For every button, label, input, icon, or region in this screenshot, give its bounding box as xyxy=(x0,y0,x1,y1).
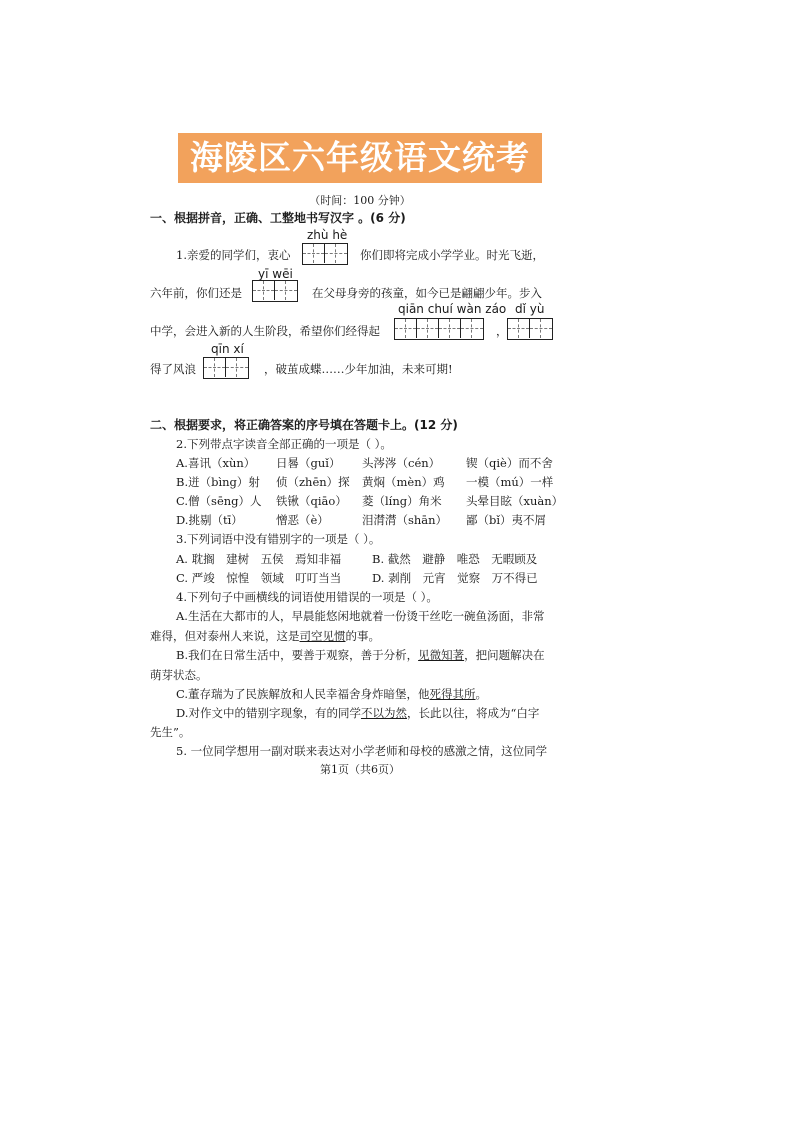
q2-option-b-3: 黄焖（mèn）鸡 xyxy=(362,475,445,489)
underlined-idiom-b: 见微知著 xyxy=(418,648,465,662)
q2-option-d-3: 泪潸潸（shān） xyxy=(362,513,448,527)
writing-box-yiwei[interactable] xyxy=(252,280,298,302)
q2-option-d-4: 鄙（bǐ）夷不屑 xyxy=(466,513,547,527)
s1-line1-a: 1.亲爱的同学们，衷心 xyxy=(176,248,291,262)
s1-line4-a: 得了风浪 xyxy=(150,362,196,376)
q4-a-line2: 难得，但对泰州人来说，这是司空见惯的事。 xyxy=(150,629,380,643)
exam-time: （时间：100 分钟） xyxy=(309,194,411,207)
q2-option-b-1: B.迸（bìng）射 xyxy=(176,475,260,489)
s1-line2-b: 在父母身旁的孩童，如今已是翩翩少年。步入 xyxy=(312,286,542,300)
s1-line4-b: ，破茧成蝶……少年加油，未来可期! xyxy=(264,362,453,376)
pinyin-diyu: dǐ yù xyxy=(515,302,545,316)
underlined-idiom-d: 不以为然 xyxy=(360,706,407,720)
s1-line3-sep: ， xyxy=(496,324,508,338)
q2-option-c-2: 铁锹（qiāo） xyxy=(276,494,347,508)
q5-stem: 5. 一位同学想用一副对联来表达对小学老师和母校的感激之情，这位同学 xyxy=(176,744,548,758)
q4-a-line1: A.生活在大都市的人，早晨能悠闲地就着一份烫干丝吃一碗鱼汤面，非常 xyxy=(176,609,545,623)
q4-b-line2: 萌芽状态。 xyxy=(150,668,208,682)
s1-line3-a: 中学，会进入新的人生阶段，希望你们经得起 xyxy=(150,324,380,338)
q3-option-b: B. 截然 避静 唯恐 无暇顾及 xyxy=(372,552,538,566)
q2-option-a-1: A.喜讯（xùn） xyxy=(176,456,256,470)
q2-option-b-2: 侦（zhēn）探 xyxy=(276,475,350,489)
section1-title: 一、根据拼音，正确、工整地书写汉字 。(6 分) xyxy=(150,211,406,225)
s1-line2-a: 六年前，你们还是 xyxy=(150,286,242,300)
pinyin-zhuhe: zhù hè xyxy=(307,228,348,242)
q2-option-d-1: D.挑剔（tī） xyxy=(176,513,243,527)
q4-d-line2: 先生”。 xyxy=(150,725,191,739)
writing-box-qianchuiwanzao[interactable] xyxy=(394,318,484,340)
page-number: 第1页（共6页） xyxy=(320,763,400,776)
section2-title: 二、根据要求，将正确答案的序号填在答题卡上。(12 分) xyxy=(150,418,458,432)
q4-stem: 4.下列句子中画横线的词语使用错误的一项是（ ）。 xyxy=(176,590,438,604)
writing-box-qinxi[interactable] xyxy=(203,357,249,379)
s1-line1-b: 你们即将完成小学学业。时光飞逝， xyxy=(360,248,544,262)
writing-box-zhuhe[interactable] xyxy=(302,243,348,265)
q3-stem: 3.下列词语中没有错别字的一项是（ ）。 xyxy=(176,532,381,546)
underlined-idiom-a: 司空见惯 xyxy=(299,629,346,643)
q2-option-a-3: 头涔涔（cén） xyxy=(362,456,441,470)
q2-option-c-4: 头晕目眩（xuàn） xyxy=(466,494,564,508)
pinyin-qianchuiwanzao: qiān chuí wàn záo xyxy=(398,302,507,316)
q4-b-line1: B.我们在日常生活中，要善于观察，善于分析，见微知著，把问题解决在 xyxy=(176,648,545,662)
q4-d-line1: D.对作文中的错别字现象，有的同学不以为然，长此以往，将成为“白字 xyxy=(176,706,540,720)
exam-title: 海陵区六年级语文统考 xyxy=(190,138,530,177)
q2-option-a-4: 锲（qiè）而不舍 xyxy=(466,456,553,470)
underlined-idiom-c: 死得其所 xyxy=(429,687,476,701)
writing-box-diyu[interactable] xyxy=(507,318,553,340)
q3-option-d: D. 剥削 元宵 觉察 万不得已 xyxy=(372,571,538,585)
q3-option-c: C. 严竣 惊惶 领域 叮叮当当 xyxy=(176,571,342,585)
pinyin-yiwei: yī wēi xyxy=(258,267,293,281)
q2-option-c-3: 菱（líng）角米 xyxy=(362,494,442,508)
q2-option-d-2: 憎恶（è） xyxy=(276,513,329,527)
pinyin-qinxi: qīn xí xyxy=(211,342,244,356)
q3-option-a: A. 耽搁 建树 五侯 焉知非福 xyxy=(176,552,342,566)
q2-option-b-4: 一模（mú）一样 xyxy=(466,475,554,489)
q2-stem: 2.下列带点字读音全部正确的一项是（ ）。 xyxy=(176,437,392,451)
title-banner xyxy=(178,133,542,183)
q2-option-c-1: C.僧（sēng）人 xyxy=(176,494,262,508)
q2-option-a-2: 日晷（guǐ） xyxy=(276,456,341,470)
q4-c-line: C.董存瑞为了民族解放和人民幸福舍身炸暗堡，他死得其所。 xyxy=(176,687,488,701)
